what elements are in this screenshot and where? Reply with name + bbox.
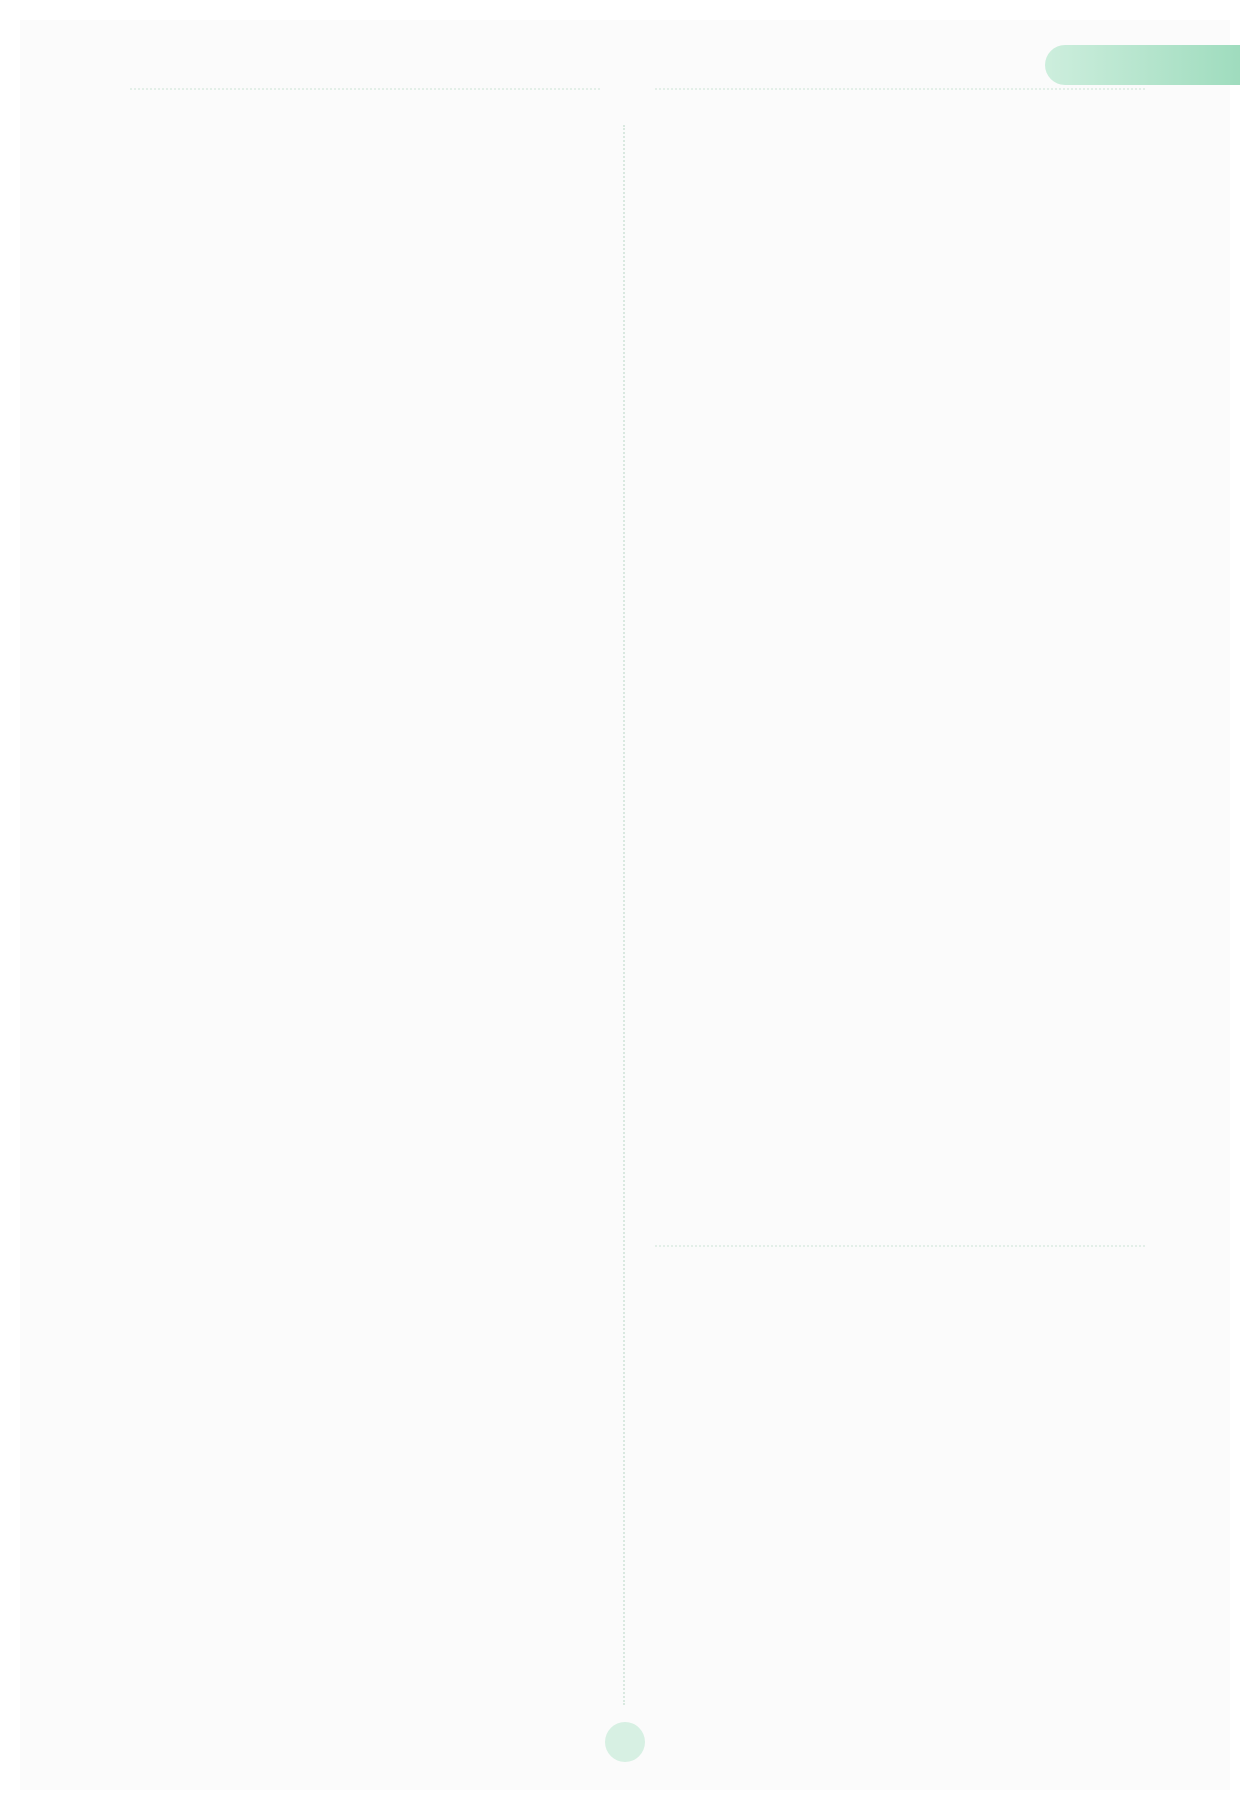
top-rule-left [130, 88, 600, 90]
top-rule-right [655, 88, 1145, 90]
section-rule-right [655, 1245, 1145, 1247]
page [20, 20, 1230, 1790]
answer-tag [1045, 45, 1240, 85]
column-divider [623, 125, 625, 1705]
page-number [605, 1722, 645, 1762]
